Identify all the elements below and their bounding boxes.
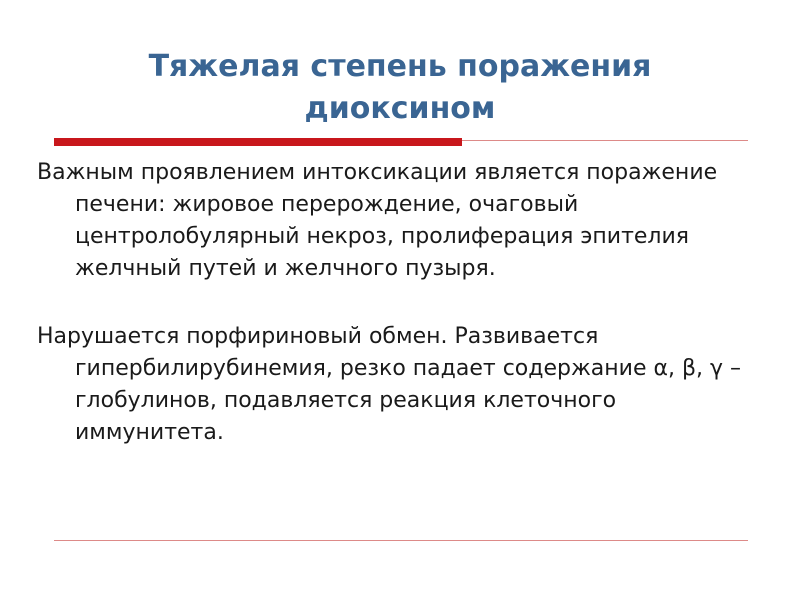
slide-body [37, 157, 767, 449]
slide-title [60, 46, 740, 130]
paragraph-porphyrin-metabolism: Нарушается порфириновый обмен. Развивается гипербилирубинемия, резко падает содержание α, β, γ – глобулинов, подавляется реакция клеточного иммунитета. [37, 324, 741, 445]
slide-title-line-2: диоксином [304, 91, 496, 126]
slide-title-line-1: Тяжелая степень поражения [148, 49, 652, 84]
title-accent-bar [54, 138, 462, 146]
footer-divider-line [54, 540, 748, 541]
paragraph-liver-damage: Важным проявлением интоксикации является поражение печени: жировое перерождение, очаговый центролобулярный некроз, пролиферация эпителия желчный путей и желчного пузыря. [37, 160, 718, 281]
title-divider-line [462, 140, 748, 141]
